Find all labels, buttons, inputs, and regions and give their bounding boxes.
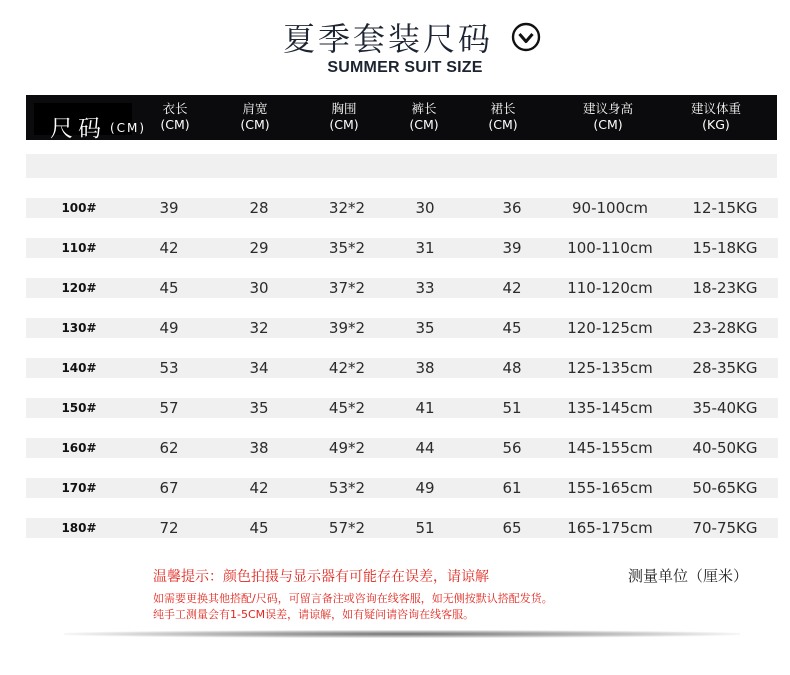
height-cell: 155-165cm	[567, 479, 653, 497]
size-header-label: 尺码	[50, 116, 106, 142]
pants-cell: 31	[415, 239, 435, 257]
header-col-skirt	[458, 101, 548, 133]
header-col-length	[130, 101, 220, 133]
skirt-cell: 56	[502, 439, 522, 457]
weight-cell: 50-65KG	[692, 479, 758, 497]
table-row	[26, 478, 777, 502]
height-cell: 125-135cm	[567, 359, 653, 377]
size-cell: 170#	[61, 481, 97, 495]
header-col-height	[563, 101, 653, 133]
header-label: 建议体重	[690, 101, 741, 116]
skirt-cell: 45	[502, 319, 522, 337]
chest-cell: 32*2	[328, 199, 366, 217]
size-cell: 180#	[61, 521, 97, 535]
height-cell: 120-125cm	[567, 319, 653, 337]
length-cell: 72	[159, 519, 179, 537]
chest-cell: 45*2	[328, 399, 366, 417]
table-row	[26, 238, 777, 262]
table-row	[26, 358, 777, 382]
weight-cell: 18-23KG	[692, 279, 758, 297]
chest-cell: 49*2	[328, 439, 366, 457]
weight-cell: 40-50KG	[692, 439, 758, 457]
header-unit: (CM)	[593, 117, 623, 132]
pants-cell: 33	[415, 279, 435, 297]
weight-cell: 15-18KG	[692, 239, 758, 257]
header-unit: (CM)	[329, 117, 359, 132]
table-row	[26, 438, 777, 462]
measurement-unit: 测量单位（厘米）	[628, 567, 749, 585]
length-cell: 57	[159, 399, 179, 417]
chest-cell: 57*2	[328, 519, 366, 537]
skirt-cell: 51	[502, 399, 522, 417]
skirt-cell: 39	[502, 239, 522, 257]
length-cell: 42	[159, 239, 179, 257]
size-header	[34, 103, 147, 142]
chest-cell: 42*2	[328, 359, 366, 377]
length-cell: 62	[159, 439, 179, 457]
weight-cell: 70-75KG	[692, 519, 758, 537]
header-col-chest	[299, 101, 389, 133]
pants-cell: 38	[415, 359, 435, 377]
header-col-weight	[671, 101, 761, 133]
skirt-cell: 36	[502, 199, 522, 217]
table-row	[26, 318, 777, 342]
height-cell: 135-145cm	[567, 399, 653, 417]
size-cell: 160#	[61, 441, 97, 455]
shoulder-cell: 28	[249, 199, 269, 217]
page-title-cn: 夏季套装尺码	[283, 20, 494, 58]
skirt-cell: 65	[502, 519, 522, 537]
shoulder-cell: 30	[249, 279, 269, 297]
header-col-shoulder	[210, 101, 300, 133]
table-row	[26, 198, 777, 222]
shoulder-cell: 32	[249, 319, 269, 337]
exchange-notice: 如需要更换其他搭配/尺码，可留言备注或咨询在线客服，如无侧按默认搭配发货。	[153, 592, 553, 605]
weight-cell: 35-40KG	[692, 399, 758, 417]
bottom-shadow-divider	[64, 630, 740, 638]
color-notice: 温馨提示：颜色拍摄与显示器有可能存在误差，请谅解	[153, 569, 489, 585]
header-label: 肩宽	[242, 101, 268, 116]
pants-cell: 41	[415, 399, 435, 417]
shoulder-cell: 42	[249, 479, 269, 497]
header-unit: (KG)	[702, 117, 730, 132]
size-cell: 100#	[61, 201, 97, 215]
table-row	[26, 278, 777, 302]
length-cell: 53	[159, 359, 179, 377]
height-cell: 165-175cm	[567, 519, 653, 537]
header-label: 裤长	[411, 101, 437, 116]
shoulder-cell: 38	[249, 439, 269, 457]
height-cell: 145-155cm	[567, 439, 653, 457]
length-cell: 67	[159, 479, 179, 497]
shoulder-cell: 35	[249, 399, 269, 417]
chest-cell: 37*2	[328, 279, 366, 297]
table-row	[26, 398, 777, 422]
chevron-down-circle-icon	[511, 22, 541, 52]
size-cell: 110#	[61, 241, 97, 255]
header-col-pants	[379, 101, 469, 133]
page-title-en: SUMMER SUIT SIZE	[327, 59, 483, 76]
size-cell: 120#	[61, 281, 97, 295]
size-header-unit: (CM)	[110, 121, 147, 135]
measurement-error-notice: 纯手工测量会有1-5CM误差，请谅解，如有疑问请咨询在线客服。	[153, 608, 475, 621]
length-cell: 49	[159, 319, 179, 337]
header-unit: (CM)	[240, 117, 270, 132]
weight-cell: 12-15KG	[692, 199, 758, 217]
header-label: 衣长	[162, 101, 188, 116]
size-cell: 130#	[61, 321, 97, 335]
pants-cell: 30	[415, 199, 435, 217]
size-cell: 140#	[61, 361, 97, 375]
length-cell: 39	[159, 199, 179, 217]
chest-cell: 35*2	[328, 239, 366, 257]
header-label: 胸围	[331, 101, 357, 116]
pants-cell: 51	[415, 519, 435, 537]
weight-cell: 28-35KG	[692, 359, 758, 377]
weight-cell: 23-28KG	[692, 319, 758, 337]
shoulder-cell: 29	[249, 239, 269, 257]
chest-cell: 53*2	[328, 479, 366, 497]
length-cell: 45	[159, 279, 179, 297]
pants-cell: 44	[415, 439, 435, 457]
table-row	[26, 518, 777, 542]
skirt-cell: 42	[502, 279, 522, 297]
height-cell: 100-110cm	[567, 239, 653, 257]
header-unit: (CM)	[409, 117, 439, 132]
skirt-cell: 48	[502, 359, 522, 377]
chest-cell: 39*2	[328, 319, 366, 337]
size-cell: 150#	[61, 401, 97, 415]
pants-cell: 49	[415, 479, 435, 497]
table-spacer-band	[26, 154, 777, 178]
height-cell: 110-120cm	[567, 279, 653, 297]
table-header	[26, 95, 777, 140]
pants-cell: 35	[415, 319, 435, 337]
shoulder-cell: 34	[249, 359, 269, 377]
height-cell: 90-100cm	[572, 199, 648, 217]
header-unit: (CM)	[160, 117, 190, 132]
header-label: 建议身高	[582, 101, 633, 116]
header-label: 裙长	[490, 101, 516, 116]
header-unit: (CM)	[488, 117, 518, 132]
skirt-cell: 61	[502, 479, 522, 497]
shoulder-cell: 45	[249, 519, 269, 537]
